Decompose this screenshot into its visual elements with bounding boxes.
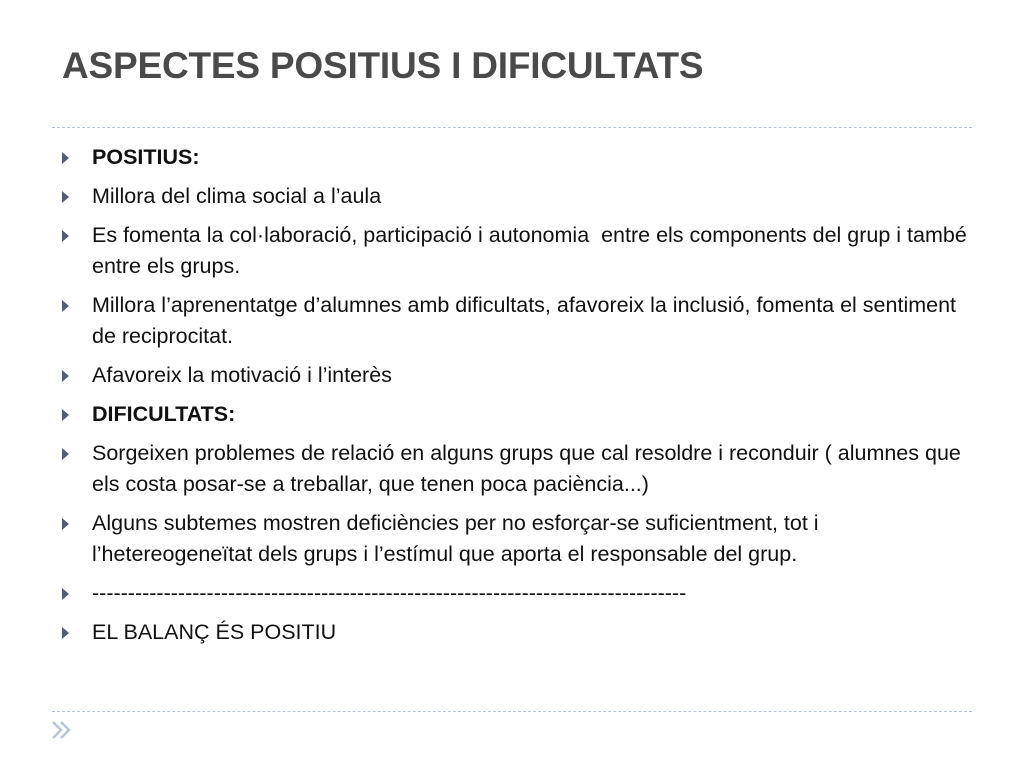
triangle-bullet-icon (62, 409, 69, 421)
triangle-bullet-icon (62, 230, 69, 242)
triangle-bullet-icon (62, 191, 69, 203)
title-divider (52, 127, 972, 128)
bullet-item (62, 578, 982, 609)
bullet-text: Sorgeixen problemes de relació en alguns grups que cal resoldre i reconduir ( alumnes que els costa posar-se a treballar, que tenen poca paciència...) (92, 441, 967, 496)
footer-divider (52, 711, 972, 712)
bullet-item (62, 617, 982, 648)
bullet-item (62, 290, 982, 352)
bullet-item (62, 181, 982, 212)
bullet-text: Alguns subtemes mostren deficiències per no esforçar-se suficientment, tot i l’hetereogeneïtat dels grups i l’estímul que aporta el responsable del grup. (92, 511, 825, 566)
bullet-text: EL BALANÇ ÉS POSITIU (92, 620, 337, 644)
bullet-text: POSITIUS: (92, 145, 200, 169)
bullet-item (62, 508, 982, 570)
bullet-item (62, 399, 982, 430)
bullet-text: DIFICULTATS: (92, 402, 236, 426)
bullet-item (62, 142, 982, 173)
bullet-text: ----------------------------------------------------------------------------------- (92, 581, 687, 605)
bullet-text: Millora del clima social a l’aula (92, 184, 382, 208)
triangle-bullet-icon (62, 518, 69, 530)
triangle-bullet-icon (62, 152, 69, 164)
slide-title: ASPECTES POSITIUS I DIFICULTATS (62, 45, 704, 86)
triangle-bullet-icon (62, 300, 69, 312)
bullet-item (62, 438, 982, 500)
triangle-bullet-icon (62, 588, 69, 600)
bullet-item (62, 360, 982, 391)
triangle-bullet-icon (62, 448, 69, 460)
triangle-bullet-icon (62, 627, 69, 639)
bullet-text: Millora l’aprenentatge d’alumnes amb dificultats, afavoreix la inclusió, fomenta el sentiment de reciprocitat. (92, 293, 963, 348)
triangle-bullet-icon (62, 370, 69, 382)
bullet-item (62, 220, 982, 282)
bullet-list (62, 142, 982, 656)
bullet-text: Afavoreix la motivació i l’interès (92, 363, 392, 387)
double-chevron-icon (50, 718, 72, 747)
bullet-text: Es fomenta la col·laboració, participació i autonomia entre els components del grup i també entre els grups. (92, 223, 973, 278)
